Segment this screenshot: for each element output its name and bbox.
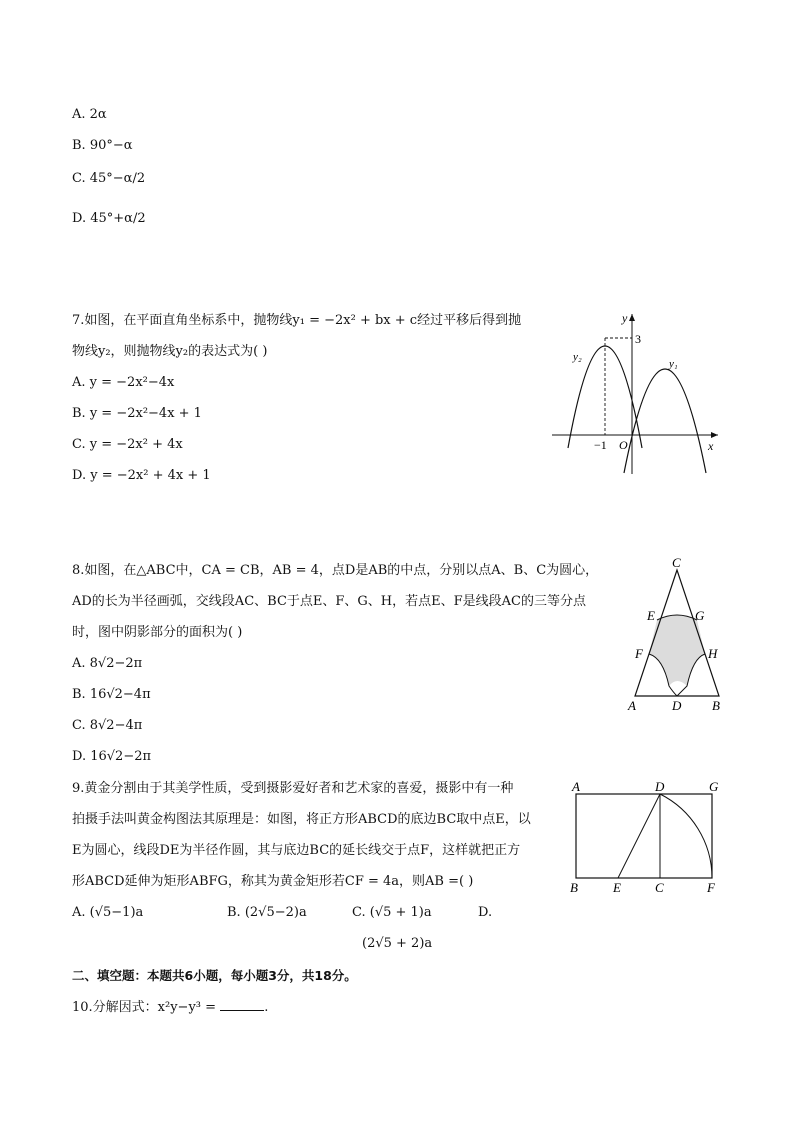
label-c: C xyxy=(672,558,681,570)
q9-golden-rectangle-figure xyxy=(566,776,726,898)
arc-df xyxy=(660,794,712,878)
q9-option-b: B. (2√5−2)a xyxy=(227,905,307,920)
section-fill-in-title: 二、填空题：本题共6小题，每小题3分，共18分。 xyxy=(72,968,357,983)
q10-prefix: 10.分解因式：x²y−y³ = xyxy=(72,1000,217,1015)
rectangle-abfg xyxy=(576,794,712,878)
q6-option-c: C. 45°−α/2 xyxy=(72,171,146,186)
q8-option-a: A. 8√2−2π xyxy=(72,656,143,671)
label-a: A xyxy=(572,779,580,794)
label-e: E xyxy=(613,880,621,895)
label-h: H xyxy=(708,646,718,661)
tick-x-label: −1 xyxy=(594,438,607,452)
shaded-region xyxy=(649,615,705,686)
q6-option-b: B. 90°−α xyxy=(72,138,133,153)
q8-triangle-figure xyxy=(620,558,730,714)
q7-stem-line1: 7.如图，在平面直角坐标系中，抛物线y₁ = −2x² + bx + c经过平移后得到抛 xyxy=(72,313,522,328)
q8-option-b: B. 16√2−4π xyxy=(72,687,151,702)
q9-option-c: C. (√5 + 1)a xyxy=(352,905,432,920)
q7-option-d: D. y = −2x² + 4x + 1 xyxy=(72,468,211,483)
q8-option-d: D. 16√2−2π xyxy=(72,749,152,764)
segment-de xyxy=(618,794,660,878)
q9-stem-line3: E为圆心，线段DE为半径作圆，其与底边BC的延长线交于点F，这样就把正方 xyxy=(72,843,521,858)
label-b: B xyxy=(712,698,720,713)
q9-stem-line2: 拍摄手法叫黄金构图法其原理是：如图，将正方形ABCD的底边BC取中点E，以 xyxy=(72,812,531,827)
label-d: D xyxy=(672,698,682,713)
label-f: F xyxy=(707,880,715,895)
q7-parabola-figure xyxy=(548,308,728,480)
q6-option-a: A. 2α xyxy=(72,107,107,122)
q8-stem-line2: AD的长为半径画弧，交线段AC、BC于点E、F、G、H，若点E、F是线段AC的三等分点 xyxy=(72,594,586,609)
label-g: G xyxy=(695,608,705,623)
x-axis-arrow xyxy=(711,432,718,438)
label-g: G xyxy=(709,779,719,794)
q8-option-c: C. 8√2−4π xyxy=(72,718,143,733)
q9-option-d-value: (2√5 + 2)a xyxy=(362,936,433,951)
x-axis-label: x xyxy=(708,439,714,453)
q7-option-b: B. y = −2x²−4x + 1 xyxy=(72,406,202,421)
y-axis-label: y xyxy=(622,311,628,325)
label-c: C xyxy=(655,880,664,895)
q6-option-d: D. 45°+α/2 xyxy=(72,211,146,226)
q9-stem-line1: 9.黄金分割由于其美学性质，受到摄影爱好者和艺术家的喜爱，摄影中有一种 xyxy=(72,781,514,796)
q10-line xyxy=(72,998,268,1017)
y-axis-arrow xyxy=(629,314,635,321)
label-f: F xyxy=(635,646,643,661)
origin-label: O xyxy=(619,438,628,452)
label-d: D xyxy=(655,779,665,794)
tick-y-label: 3 xyxy=(635,332,641,346)
q7-option-c: C. y = −2x² + 4x xyxy=(72,437,183,452)
parabola-y1 xyxy=(624,369,706,473)
q9-option-d-label: D. xyxy=(478,905,493,920)
q7-stem-line2: 物线y₂，则抛物线y₂的表达式为( ) xyxy=(72,344,268,359)
label-a: A xyxy=(628,698,636,713)
q7-option-a: A. y = −2x²−4x xyxy=(72,375,175,390)
label-e: E xyxy=(647,608,655,623)
q9-option-a: A. (√5−1)a xyxy=(72,905,144,920)
q10-answer-blank[interactable] xyxy=(220,998,264,1011)
q8-stem-line3: 时，图中阴影部分的面积为( ) xyxy=(72,625,243,640)
q8-stem-line1: 8.如图，在△ABC中，CA = CB，AB = 4，点D是AB的中点，分别以点A、B、C为圆心， xyxy=(72,563,599,578)
curve-y2-label: y₂ xyxy=(573,351,582,363)
curve-y1-label: y₁ xyxy=(669,358,678,370)
q10-suffix: . xyxy=(264,1000,269,1015)
label-b: B xyxy=(570,880,578,895)
q9-stem-line4: 形ABCD延伸为矩形ABFG，称其为黄金矩形若CF = 4a，则AB =( ) xyxy=(72,874,474,889)
